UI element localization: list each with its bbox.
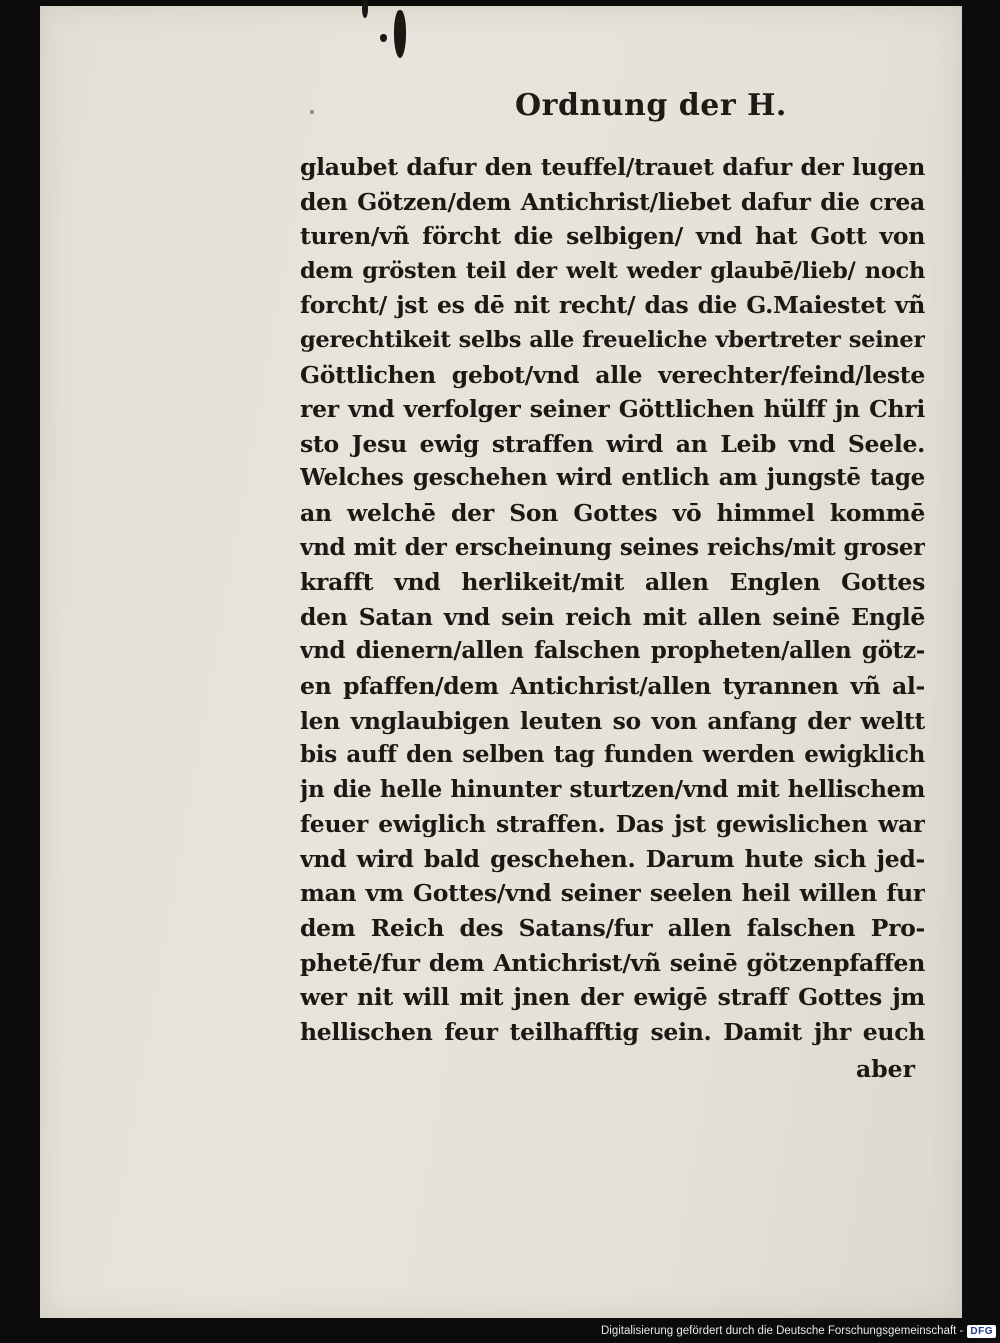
text-line: dem grösten teil der welt weder glaubē/lieb/ noch (300, 257, 925, 284)
text-line: Göttlichen gebot/vnd alle verechter/feind/leste (300, 360, 925, 389)
text-line: vnd wird bald geschehen. Darum hute sich jed- (300, 844, 925, 873)
text-line: rer vnd verfolger seiner Göttlichen hülff jn Chri (300, 395, 925, 424)
credit-text: Digitalisierung gefördert durch die Deutsche Forschungsgemeinschaft - (600, 1325, 964, 1337)
text-line: glaubet dafur den teuffel/trauet dafur der lugen (300, 153, 925, 181)
ink-blot-icon (354, 0, 414, 60)
dfg-logo[interactable]: DFG (967, 1325, 996, 1338)
text-line: en pfaffen/dem Antichrist/allen tyrannen vñ al- (300, 671, 925, 700)
text-line: phetē/fur dem Antichrist/vñ seinē götzenpfaffen (300, 948, 925, 977)
text-line: len vnglaubigen leuten so von anfang der weltt (300, 706, 925, 735)
text-line: jn die helle hinunter sturtzen/vnd mit hellischem (300, 775, 925, 803)
text-line: forcht/ jst es dē nit recht/ das die G.Maiestet vñ (300, 291, 925, 320)
text-line: krafft vnd herlikeit/mit allen Englen Gottes (300, 568, 925, 597)
text-line: dem Reich des Satans/fur allen falschen Pro- (300, 914, 925, 943)
text-line: man vm Gottes/vnd seiner seelen heil willen fur (300, 879, 925, 908)
text-line: hellischen feur teilhafftig sein. Damit jhr euch (300, 1017, 925, 1046)
text-line: den Götzen/dem Antichrist/liebet dafur die crea (300, 187, 925, 216)
text-line: an welchē der Son Gottes vō himmel kommē (300, 498, 925, 527)
text-line: gerechtikeit selbs alle freueliche vbertreter seiner (300, 326, 925, 353)
digitization-credit (601, 1321, 996, 1341)
text-line: Welches geschehen wird entlich am jungstē tage (300, 464, 925, 492)
catchword: aber (856, 1055, 915, 1083)
text-line: bis auff den selben tag funden werden ewigklich (300, 741, 925, 769)
text-line: turen/vñ förcht die selbigen/ vnd hat Gott von (300, 222, 925, 251)
scan-background-edge (962, 0, 1000, 1343)
paper-speck (310, 110, 314, 114)
text-line: wer nit will mit jnen der ewigē straff Gottes jm (300, 983, 925, 1012)
text-line: den Satan vnd sein reich mit allen seinē Englē (300, 602, 925, 631)
running-head: Ordnung der H. (515, 88, 787, 123)
text-line: feuer ewiglich straffen. Das jst gewislichen war (300, 810, 925, 839)
body-text (300, 150, 925, 1049)
text-line: vnd dienern/allen falschen propheten/allen götz- (300, 637, 925, 665)
text-line: vnd mit der erscheinung seines reichs/mit groser (300, 533, 925, 561)
text-line: sto Jesu ewig straffen wird an Leib vnd Seele. (300, 429, 925, 458)
